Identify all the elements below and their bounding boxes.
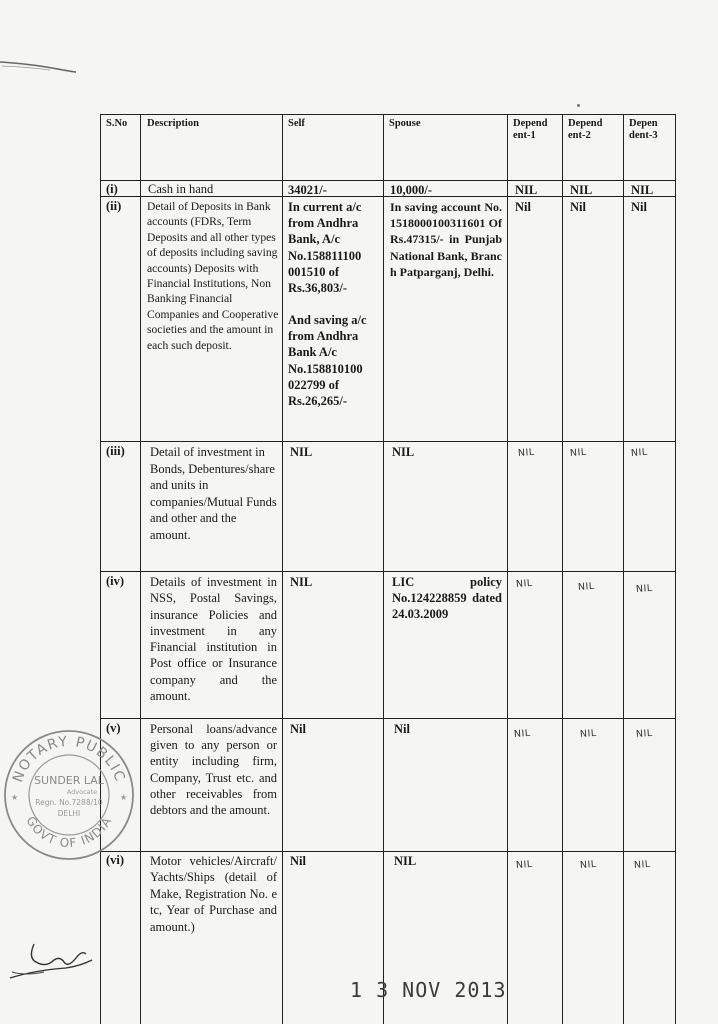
row-vi-description: Motor vehicles/Aircraft/Yachts/Ships (detail of Make, Registration No. etc, Year of Purchase and amount.) — [150, 854, 277, 934]
row-i-self: 34021/- — [288, 183, 327, 197]
row-iv-dependent-3: NIL — [635, 582, 654, 595]
row-i-sno: (i) — [106, 182, 118, 196]
row-v-description: Personal loans/advance given to any person or entity including firm, Company, Trust etc. and other receivables from debtors and the amount. — [150, 722, 277, 818]
stamp-city: DELHI — [57, 809, 81, 818]
row-ii-dependent-3: Nil — [631, 200, 647, 214]
row-ii-spouse: In saving account No. 1518000100311601 Of Rs.47315/- in Punjab National Bank, Branch Patparganj, Delhi. — [390, 200, 502, 279]
stamp-regn: Regn. No.7288/10 — [35, 798, 103, 807]
row-iii-spouse: NIL — [392, 445, 415, 459]
row-iii-sno: (iii) — [106, 444, 125, 458]
header-description: Description — [147, 118, 199, 129]
stamp-star-right: ★ — [120, 793, 128, 802]
row-v-dependent-2: NIL — [579, 727, 598, 740]
notary-stamp — [2, 728, 136, 862]
header-dependent-3: Depen dent-3 — [629, 118, 658, 141]
row-i-spouse: 10,000/- — [390, 183, 433, 197]
row-v-self: Nil — [290, 722, 306, 736]
handwritten-signature — [6, 938, 96, 988]
stamp-bottom-text: GOVT OF INDIA — [23, 813, 115, 851]
row-ii-description: Detail of Deposits in Bank accounts (FDRs, Term Deposits and all other types of deposits including saving accounts) Deposits with Financial Institutions, Non Banking Financial Companies and Cooperative societies and the amount in each such deposit. — [147, 200, 279, 352]
row-v-sno: (v) — [106, 721, 121, 735]
header-spouse: Spouse — [389, 118, 421, 129]
row-v-dependent-3: NIL — [635, 727, 654, 740]
row-iv-sno: (iv) — [106, 574, 125, 588]
stamp-title: Advocate — [66, 788, 98, 796]
row-vi-self: Nil — [290, 854, 306, 868]
row-iii-dependent-3: NIL — [630, 446, 649, 459]
row-vi-spouse: NIL — [394, 854, 417, 868]
row-iv-self: NIL — [290, 575, 313, 589]
row-iii-dependent-2: NIL — [569, 446, 588, 459]
row-iii-self: NIL — [290, 445, 313, 459]
row-iii-description: Detail of investment in Bonds, Debentures/share and units in companies/Mutual Funds and other and the amount. — [150, 445, 277, 542]
stamp-top-text: NOTARY PUBLIC — [9, 733, 129, 785]
row-iv-dependent-1: NIL — [515, 577, 534, 590]
row-i-description: Cash in hand — [148, 182, 214, 196]
row-v-dependent-1: NIL — [513, 727, 532, 740]
row-iv-description: Details of investment in NSS, Postal Savings, insurance Policies and investment in any Financial institution in Post office or Insurance company and the amount. — [150, 575, 277, 704]
row-i-dependent-3: NIL — [631, 183, 654, 197]
header-dependent-2: Depend ent-2 — [568, 118, 603, 141]
row-i-dependent-1: NIL — [515, 183, 538, 197]
row-ii-sno: (ii) — [106, 199, 122, 213]
row-vi-dependent-3: NIL — [633, 858, 652, 871]
row-vi-dependent-2: NIL — [579, 858, 598, 871]
row-iii-dependent-1: NIL — [517, 446, 536, 459]
header-dependent-1: Depend ent-1 — [513, 118, 548, 141]
row-i-dependent-2: NIL — [570, 183, 593, 197]
row-iv-dependent-2: NIL — [577, 580, 596, 593]
date-stamp: 1 3 NOV 2013 — [350, 978, 507, 1002]
row-ii-dependent-2: Nil — [570, 200, 586, 214]
row-ii-dependent-1: Nil — [515, 200, 531, 214]
row-vi-dependent-1: NIL — [515, 858, 534, 871]
header-self: Self — [288, 118, 305, 129]
row-ii-self-saving: And saving a/c from Andhra Bank A/c No.158810100 022799 of Rs.26,265/- — [288, 313, 367, 409]
stamp-star-left: ★ — [11, 793, 19, 802]
row-ii-self-current: In current a/c from Andhra Bank, A/c No.158811100 001510 of Rs.36,803/- — [288, 200, 362, 296]
header-sno: S.No — [106, 118, 128, 129]
row-iv-spouse: LIC policy No.124228859 dated 24.03.2009 — [392, 575, 502, 622]
row-vi-sno: (vi) — [106, 853, 125, 867]
stamp-name: SUNDER LAL — [34, 774, 104, 787]
row-v-spouse: Nil — [394, 722, 410, 736]
